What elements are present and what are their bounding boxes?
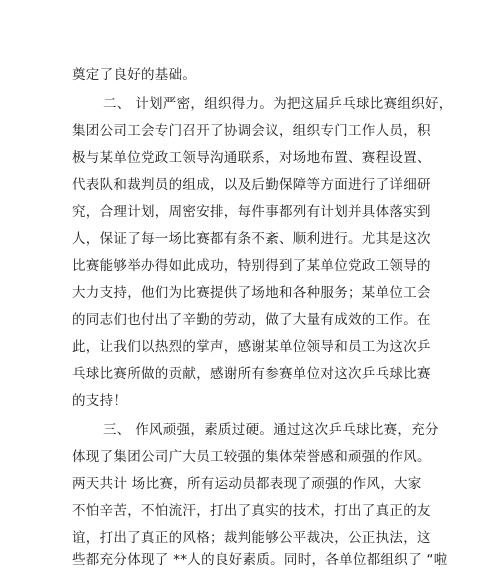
text-line: 体现了集团公司广大员工较强的集体荣誉感和顽强的作风。 <box>72 449 431 465</box>
text-line: 两天共计 场比赛，所有运动员都表现了顽强的作风，大家 <box>72 476 422 492</box>
text-line: 比赛能够举办得如此成功，特别得到了某单位党政工领导的 <box>72 258 431 274</box>
text-line: 不怕辛苦，不怕流汗，打出了真实的技术，打出了真正的友 <box>72 503 431 519</box>
text-line: 大力支持，他们为比赛提供了场地和各种服务；某单位工会 <box>72 285 431 301</box>
text-line: 的支持！ <box>72 393 128 409</box>
text-line: 极与某单位党政工领导沟通联系，对场地布置、赛程设置、 <box>72 150 431 166</box>
text-line: 人，保证了每一场比赛都有条不紊、顺利进行。尤其是这次 <box>72 231 431 247</box>
text-line: 集团公司工会专门召开了协调会议，组织专门工作人员，积 <box>72 123 431 139</box>
section-heading-line: 三、 作风顽强，素质过硬。通过这次乒乓球比赛，充分 <box>103 422 439 438</box>
text-line: 此，让我们以热烈的掌声，感谢某单位领导和员工为这次乒 <box>72 339 431 355</box>
text-line: 乓球比赛所做的贡献，感谢所有参赛单位对这次乒乓球比赛 <box>72 366 431 382</box>
text-line: 究，合理计划，周密安排，每件事都列有计划并具体落实到 <box>72 204 431 220</box>
text-line: 奠定了良好的基础。 <box>72 67 197 83</box>
text-line: 代表队和裁判员的组成，以及后勤保障等方面进行了详细研 <box>72 177 431 193</box>
section-heading-line: 二、 计划严密，组织得力。为把这届乒乓球比赛组织好， <box>103 96 453 112</box>
text-line: 些都充分体现了 **人的良好素质。同时，各单位都组织了 “啦 <box>72 552 448 568</box>
text-line: 的同志们也付出了辛勤的劳动，做了大量有成效的工作。在 <box>72 312 431 328</box>
text-line: 谊，打出了真正的风格；裁判能够公平裁决，公正执法，这 <box>72 530 431 546</box>
